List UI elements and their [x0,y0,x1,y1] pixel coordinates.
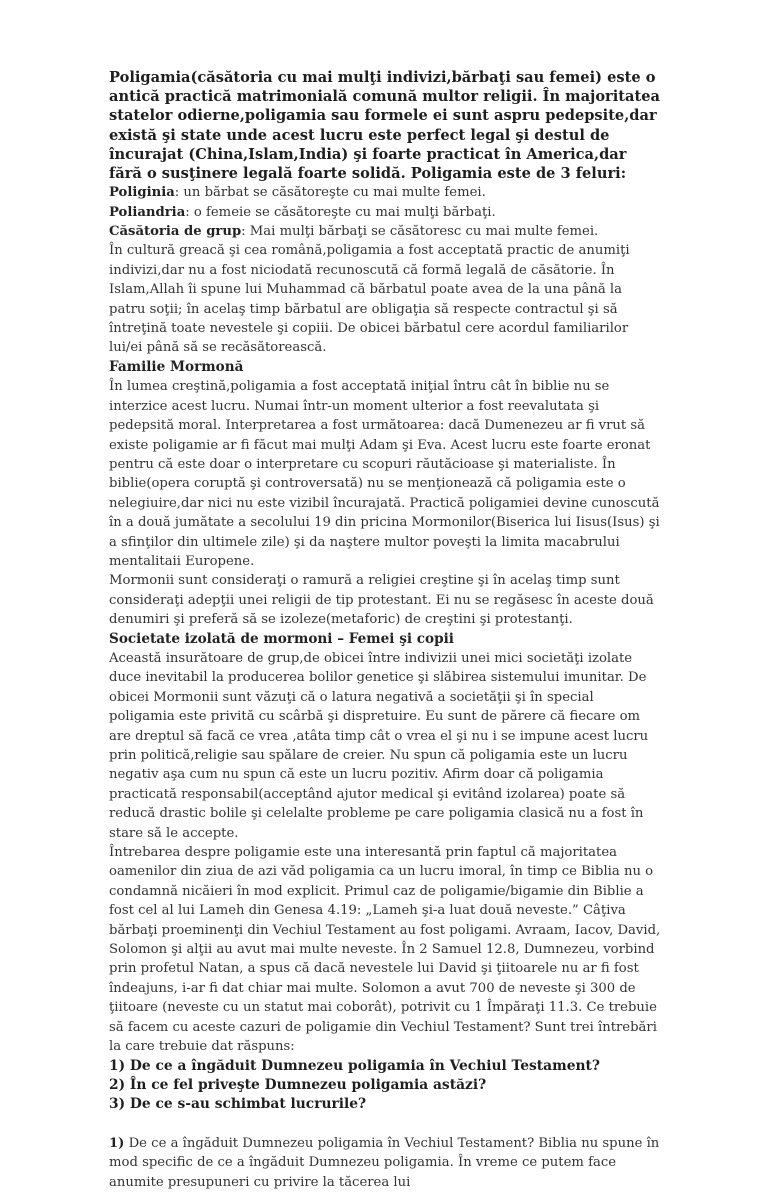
type-term: Căsătoria de grup [109,224,242,240]
document-page [109,68,661,1192]
type-term: Poliandria [109,204,186,220]
body-paragraph: Mormonii sunt consideraţi o ramură a religiei creştine şi în acelaş timp sunt consideraţi adepţii unei religii de tip protestant. Ei nu se regăsesc în aceste două denumiri şi preferă să se izoleze(metaforic) de creştini şi protestanţi. [109,573,654,628]
type-definition: : o femeie se căsătoreşte cu mai mulţi bărbaţi. [185,204,496,220]
section-heading: Societate izolată de mormoni – Femei şi copii [109,630,454,647]
body-paragraph: În lumea creştină,poligamia a fost acceptată iniţial întru cât în biblie nu se interzice acest lucru. Numai într-un moment ulterior a fost reevalutata şi pedepsită moral. Interpretarea a fost următoarea: dacă Dumenezeu ar fi vrut să existe poligamie ar fi făcut mai mulţi Adam şi Eva. Acest lucru este foarte eronat pentru că este doar o interpretare cu scopuri răutăcioase şi materialiste. În biblie(opera coruptă şi controversată) nu se menţionează că poligamia este o nelegiuire,dar nici nu este vizibil încurajată. Practică poligamiei devine cunoscută în a două jumătate a secolului 19 din pricina Mormonilor(Biserica lui Iisus(Isus) şi a sfinţilor din ultimele zile) şi da naştere multor poveşti la limita macabrului mentalitaii Europene. [109,379,660,569]
question-item: 1) De ce a îngăduit Dumnezeu poligamia în Vechiul Testament? [109,1057,600,1074]
type-poliginia [109,183,661,202]
type-definition: : Mai mulţi bărbaţi se căsătoresc cu mai multe femei. [241,224,599,240]
answer-number: 1) [109,1135,125,1151]
question-item: 3) De ce s-au schimbat lucrurile? [109,1096,367,1113]
answer-paragraph [109,1134,661,1192]
type-term: Poliginia [109,185,175,201]
answer-text: De ce a îngăduit Dumnezeu poligamia în Vechiul Testament? Biblia nu spune în mod specific de ce a îngăduit Dumnezeu poligamia. În vreme ce putem face anumite presupuneri cu privire la tăcerea lui [109,1135,660,1190]
question-item: 2) În ce fel priveşte Dumnezeu poligamia astăzi? [109,1076,487,1093]
type-grup [109,222,661,241]
body-paragraph: Această insurătoare de grup,de obicei între indivizii unei mici societăţi izolate duce inevitabil la producerea bolilor genetice şi slăbirea sistemului imunitar. De obicei Mormonii sunt văzuţi că o latura negativă a societăţii şi în special poligamia este privită cu scârbă şi dispretuire. Eu sunt de părere că fiecare om are dreptul să facă ce vrea ,atâta timp cât o vrea el şi nu i se impune acest lucru prin politică,religie sau spălare de creier. Nu spun că poligamia este un lucru negativ aşa cum nu spun că este un lucru pozitiv. Afirm doar că poligamia practicată responsabil(acceptând ajutor medical şi evitând izolarea) poate să reducă drastic bolile şi celelalte probleme pe care poligamia clasică nu a fost în stare să le accepte. [109,650,649,841]
body-paragraph: Întrebarea despre poligamie este una interesantă prin faptul că majoritatea oamenilor din ziua de azi văd poligamia ca un lucru imoral, în timp ce Biblia nu o condamnă nicăieri în mod explicit. Primul caz de poligamie/bigamie din Biblie a fost cel al lui Lameh din Genesa 4.19: „Lameh şi-a luat două neveste.” Câţiva bărbaţi proeminenţi din Vechiul Testament au fost poligami. Avraam, Iacov, David, Solomon şi alţii au avut mai multe neveste. În 2 Samuel 12.8, Dumnezeu, vorbind prin profetul Natan, a spus că dacă nevestele lui David şi ţiitoarele nu ar fi fost îndeajuns, i-ar fi dat chiar mai multe. Solomon a avut 700 de neveste şi 300 de ţiitoare (neveste cu un statut mai coborât), potrivit cu 1 Împăraţi 11.3. Ce trebuie să facem cu aceste cazuri de poligamie din Vechiul Testament? Sunt trei întrebări la care trebuie dat răspuns: [109,845,661,1055]
spacer [109,1115,661,1134]
section-heading: Familie Mormonă [109,358,244,375]
intro-paragraph: Poligamia(căsătoria cu mai mulţi indivizi,bărbaţi sau femei) este o antică practică matrimonială comună multor religii. În majoritatea statelor odierne,poligamia sau formele ei sunt aspru pedepsite,dar există şi state unde acest lucru este perfect legal şi destul de încurajat (China,Islam,India) şi foarte practicat în America,dar fără o susţinere legală foarte solidă. Poligamia este de 3 feluri: [109,69,660,183]
type-poliandria [109,203,661,222]
type-definition: : un bărbat se căsătoreşte cu mai multe femei. [174,185,486,201]
body-paragraph: În cultură greacă şi cea română,poligamia a fost acceptată practic de anumiţi indivizi,dar nu a fost niciodată recunoscută că formă legală de căsătorie. În Islam,Allah îi spune lui Muhammad că bărbatul poate avea de la una până la patru soţii; în acelaş timp bărbatul are obligaţia să respecte contractul şi să întreţină toate nevestele şi copiii. De obicei bărbatul cere acordul familiarilor lui/ei până să se recăsătorească. [109,243,630,356]
